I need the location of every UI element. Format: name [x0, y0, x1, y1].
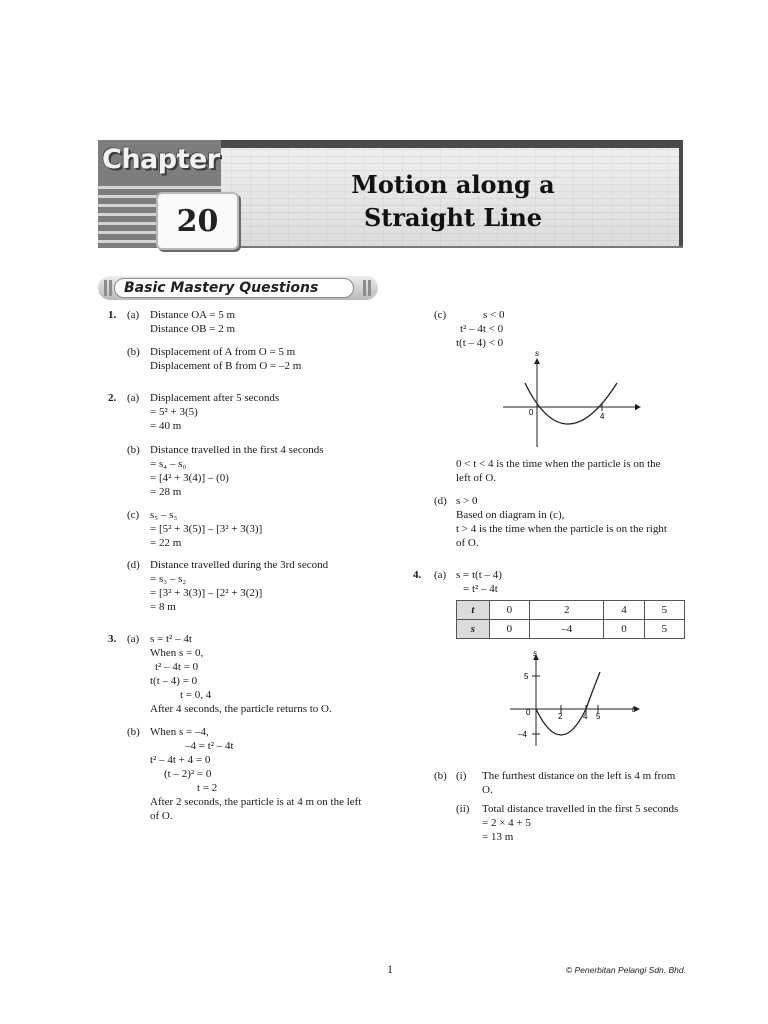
chapter-title-line-1: Motion along a — [351, 170, 555, 199]
answer-line: t(t – 4) = 0 — [150, 675, 198, 687]
answer-line: of O. — [150, 810, 173, 822]
pill-notch — [109, 280, 112, 296]
table-row — [457, 620, 685, 639]
answer-line: After 2 seconds, the particle is at 4 m on the left — [150, 796, 362, 808]
tick-label: 5 — [524, 672, 529, 681]
answer-line: t > 4 is the time when the particle is on the right — [456, 523, 667, 535]
question-number: 4. — [413, 569, 422, 581]
table-row — [457, 601, 685, 620]
question-number: 2. — [108, 392, 117, 404]
chapter-banner — [98, 140, 683, 248]
part-label: (a) — [434, 569, 447, 581]
answer-line: When s = 0, — [150, 647, 204, 659]
answer-line: s₅ – s₃ — [150, 509, 178, 521]
part-label: (b) — [127, 444, 140, 456]
t-axis-arrow-icon — [634, 706, 640, 712]
t-axis-label: t — [635, 403, 638, 412]
part-label: (a) — [127, 392, 140, 404]
answer-line: Distance travelled during the 3rd second — [150, 559, 329, 571]
question-number: 1. — [108, 309, 117, 321]
t-axis-label: t — [632, 705, 635, 714]
tick-label: 4 — [600, 412, 605, 421]
banner-right-bar — [679, 140, 683, 248]
answer-line: t² – 4t < 0 — [460, 323, 504, 335]
answer-line: t(t – 4) < 0 — [456, 337, 504, 349]
table-header-cell: s — [457, 620, 490, 639]
table-cell: 5 — [644, 620, 684, 639]
table-cell: 5 — [644, 601, 684, 620]
answer-line: s > 0 — [456, 495, 478, 507]
part-label: (b) — [127, 346, 140, 358]
answer-line: Distance OA = 5 m — [150, 309, 236, 321]
part-label: (b) — [434, 770, 447, 782]
s-axis-label: s — [535, 350, 539, 358]
answer-line: t² – 4t + 4 = 0 — [150, 754, 211, 766]
answer-line: s = t(t – 4) — [456, 569, 502, 581]
part-label: (c) — [127, 509, 140, 521]
answer-line: = 13 m — [482, 831, 514, 843]
pill-notch — [368, 280, 371, 296]
answer-line: Based on diagram in (c), — [456, 509, 565, 521]
answer-line: = s₄ – s₀ — [150, 458, 187, 470]
answer-line: left of O. — [456, 472, 497, 484]
chapter-title — [298, 168, 608, 234]
answer-line: Distance travelled in the first 4 seconds — [150, 444, 324, 456]
tick-label: 2 — [558, 712, 563, 721]
page-number: 1 — [387, 962, 393, 976]
parabola-curve — [536, 672, 600, 735]
answer-line: = t² – 4t — [463, 583, 498, 595]
answer-line: = 8 m — [150, 601, 176, 613]
section-header — [98, 276, 378, 300]
answer-line: = 2 × 4 + 5 — [482, 817, 531, 829]
chapter-number: 20 — [156, 192, 239, 250]
s-t-graph-2 — [510, 648, 650, 748]
table-cell: 2 — [530, 601, 604, 620]
origin-label: 0 — [526, 708, 531, 717]
answer-line: After 4 seconds, the particle returns to O. — [150, 703, 332, 715]
answer-line: s = t² – 4t — [150, 633, 192, 645]
copyright-notice: © Penerbitan Pelangi Sdn. Bhd. — [565, 965, 686, 975]
table-cell: 0 — [489, 620, 529, 639]
values-table — [456, 600, 685, 639]
sub-part-label: (i) — [456, 770, 467, 782]
chapter-title-line-2: Straight Line — [363, 203, 543, 232]
answer-line: Total distance travelled in the first 5 seconds — [482, 803, 679, 815]
part-label: (d) — [434, 495, 447, 507]
s-axis-label: s — [533, 649, 537, 658]
s-axis-arrow-icon — [534, 358, 540, 364]
answer-line: (t – 2)² = 0 — [164, 768, 212, 780]
answer-line: The furthest distance on the left is 4 m from — [482, 770, 676, 782]
question-number: 3. — [108, 633, 117, 645]
part-label: (c) — [434, 309, 447, 321]
table-cell: 4 — [604, 601, 644, 620]
answer-line: = 40 m — [150, 420, 182, 432]
answer-line: of O. — [456, 537, 479, 549]
table-cell: –4 — [530, 620, 604, 639]
tick-label: –4 — [518, 730, 527, 739]
part-label: (b) — [127, 726, 140, 738]
answer-line: = 22 m — [150, 537, 182, 549]
answer-line: = 5² + 3(5) — [150, 406, 198, 418]
table-cell: 0 — [604, 620, 644, 639]
part-label: (d) — [127, 559, 140, 571]
answer-line: = [5² + 3(5)] – [3² + 3(3)] — [150, 523, 263, 535]
answer-line: Displacement of A from O = 5 m — [150, 346, 296, 358]
answer-line: –4 = t² – 4t — [185, 740, 234, 752]
answer-line: = [3² + 3(3)] – [2² + 3(2)] — [150, 587, 263, 599]
table-cell: 0 — [489, 601, 529, 620]
answer-line: s < 0 — [483, 309, 505, 321]
part-label: (a) — [127, 633, 140, 645]
pill-notch — [363, 280, 366, 296]
origin-label: 0 — [529, 408, 534, 417]
answer-line: Displacement after 5 seconds — [150, 392, 280, 404]
tick-label: 5 — [596, 712, 601, 721]
section-title: Basic Mastery Questions — [124, 280, 319, 296]
answer-line: t² – 4t = 0 — [155, 661, 199, 673]
answer-line: t = 0, 4 — [180, 689, 212, 701]
answer-line: When s = –4, — [150, 726, 209, 738]
pill-notch — [104, 280, 107, 296]
answer-line: = 28 m — [150, 486, 182, 498]
answer-line: 0 < t < 4 is the time when the particle is on the — [456, 458, 661, 470]
sub-part-label: (ii) — [456, 803, 470, 815]
part-label: (a) — [127, 309, 140, 321]
table-header-cell: t — [457, 601, 490, 620]
answer-line: Distance OB = 2 m — [150, 323, 236, 335]
panel-stripe — [98, 186, 221, 189]
answer-line: t = 2 — [197, 782, 218, 794]
answer-line: = s₃ – s₂ — [150, 573, 187, 585]
s-t-graph-1 — [495, 350, 645, 450]
tick-label: 4 — [583, 712, 588, 721]
answer-line: = [4² + 3(4)] – (0) — [150, 472, 229, 484]
chapter-label: Chapter — [102, 144, 220, 175]
answer-line: Displacement of B from O = –2 m — [150, 360, 302, 372]
answer-line: O. — [482, 784, 493, 796]
